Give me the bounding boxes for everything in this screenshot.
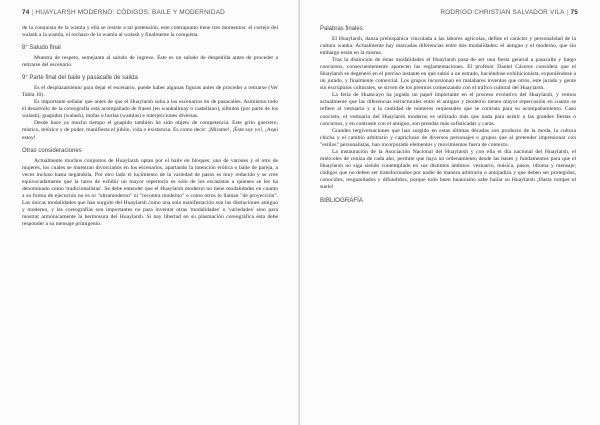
section-heading-bibliografia: BIBLIOGRAFÍA — [320, 197, 363, 205]
paragraph: Grandes tergiversaciones que han surgido en estas últimas décadas son producto de la moda, la cultura chicha y el cambio arbitrario y caprichoso de diversos personajes o grupos que al pretender impresionar con "estilos" personalistas, han incorporado elementos y movimientos fuera de contexto. — [320, 127, 576, 148]
left-running-head: 74 | HUAYLARSH MODERNO: CÓDIGOS, BAILE Y MODERNIDAD — [22, 9, 225, 16]
paragraph: de la conquista de la wamla y ella se resiste a tal pretensión, este contrapunto tiene tres momentos: el cortejo del walash a la wamla, el rechazo de la wamla al walash y finalmente la conquista. — [22, 25, 278, 39]
right-body — [320, 25, 576, 205]
paragraph: Es importante señalar que antes de que el Huaylarsh suba a los escenarios en de pasacalles. Asimismo todo el desarrollo de la coreografía está acompañado de frases (en wankalimay o castellano), silbidos (por parte de los walash), guapidos (walash), mofas o burlas (wamlas) e interjecciones diversas. — [22, 99, 278, 120]
paragraph: La instauración de la Asociación Nacional del Huaylarsh y con ella el día nacional del Huaylarsh, el miércoles de ceniza de cada año, permite que haya un ordenamiento desde las bases y fundamentos para que el Huaylarsh no siga siendo contemplado en sus distintos ámbitos: vestuario, música, pasos, idioma y mensaje; códigos que no deben ser transformados por nadie de manera arbitraria o antojadiza y que deben ser protegidos, conocidos, resguardados y difundidos, porque todo buen huancaíno sabe bailar su Huaylarsh ¡Hasta romper el suelo! — [320, 148, 576, 190]
section-heading-otras: Otras consideraciones — [22, 147, 82, 154]
paragraph: Desde hace ya mucho tiempo el guapido también ha sido objeto de competencia. Este grito guerrero, místico, telúrico y de poder, manifiesta el júbilo, vida o existencia. Es como decir: ¡Mírame!, ¡Éste soy yo!, ¡Aquí estoy! — [22, 120, 278, 141]
section-heading-palabras-finales: Palabras finales — [320, 26, 363, 32]
left-running-title: HUAYLARSH MODERNO: CÓDIGOS, BAILE Y MODERNIDAD — [35, 9, 225, 16]
right-running-head: RODRIGO CHRISTIAN SALVADOR VILA | 75 — [440, 9, 578, 16]
right-page — [300, 0, 600, 425]
left-body — [22, 25, 278, 228]
right-page-number: 75 — [570, 9, 578, 16]
section-heading-parte-final: 9° Parte final del baile y pasacalle de salida — [22, 75, 138, 82]
right-running-title: RODRIGO CHRISTIAN SALVADOR VILA — [440, 9, 565, 16]
paragraph: Muestra de respeto, semejante al saludo de ingreso. Éste es un saludo de despedida antes de proceder a retirarse del escenario. — [22, 55, 278, 69]
paragraph: Es el desplazamiento para dejar el escenario, puede haber algunas figuras antes de proceder a retirarse (Ver Tabla 10). — [22, 85, 278, 99]
paragraph: El Huaylarsh, danza prehispánica vinculada a las labores agrícolas, define el carácter y personalidad de la cultura wanka. Actualmente hay marcadas diferencias entre dos modalidades: el antiguo y el moderno, que sin embargo están en la misma. — [320, 36, 576, 57]
paragraph: La feria de Huancayo ha jugado un papel importante en el proceso evolutivo del Huaylarsh, y vemos actualmente que las diferencias estructurales entre el antiguo y moderno tienen mayor repercusión en cuanto se refiere al vestuario y a la cantidad de números orquestales que se contrata para su acompañamiento. Caso concreto, el vestuario del Huaylarsh moderno es utilizado más que nada para asistir a las grandes fiestas o concursos, y en contraste con el antiguo, son prendas más sofisticadas y caras. — [320, 92, 576, 127]
paragraph: Tras la distinción de éstas modalidades el Huaylarsh pasa de ser una fiesta general a pasacalle y luego concursos, consecuentemente aparecen las reglamentaciones. El profesor Daniel Cáceres considera que el Huaylarsh se degeneró en el preciso instante en que subió a un estrado, haciéndose exhibicionista, exponiéndose a un jurado, y finalmente comercial. Los grupos incursionan en malabares inventos que otros, este jurado y gente sin escrúpulos culturales, se sirven de los premios comenzando con el tráfico cultural del Huaylarsh. — [320, 57, 576, 92]
section-heading-saludo: 8° Saludo final — [22, 45, 61, 52]
left-page-number: 74 — [22, 9, 30, 16]
paragraph: Actualmente muchos conjuntos de Huaylarsh optan por el baile en bloques: uno de varones y el otro de mujeres, los cuales se muestran divorciados en los escenarios, apartando la intención erótica o baile de pareja, a veces incluso hasta negándola. Por otro lado el lucimiento de la variedad de pasos es muy reducido y se cree equivocadamente que la tarea de exhibir un mayor repertorio es sólo de los escasistas a quienes se les ha denominado como 'tradicionalistas'. Se debe entender que el Huaylarsh moderno no tiene modalidades en cuanto a su forma de ejecución no es ni "ultramoderno" ni "recontra moderno" o como otros lo llaman "de proyección". Las únicas modalidades que han surgido del Huaylarsh como una sola manifestación son las distinciones antiguo y moderno, y las coreografías son importantes no para inventar otras 'modalidades' o 'variedades' sino para mostrar armónicamente la hermosura del Huaylarsh. Si hay libertad en su plasmación coreográfica ésta debe responder a su mensaje primigenio. — [22, 157, 278, 227]
